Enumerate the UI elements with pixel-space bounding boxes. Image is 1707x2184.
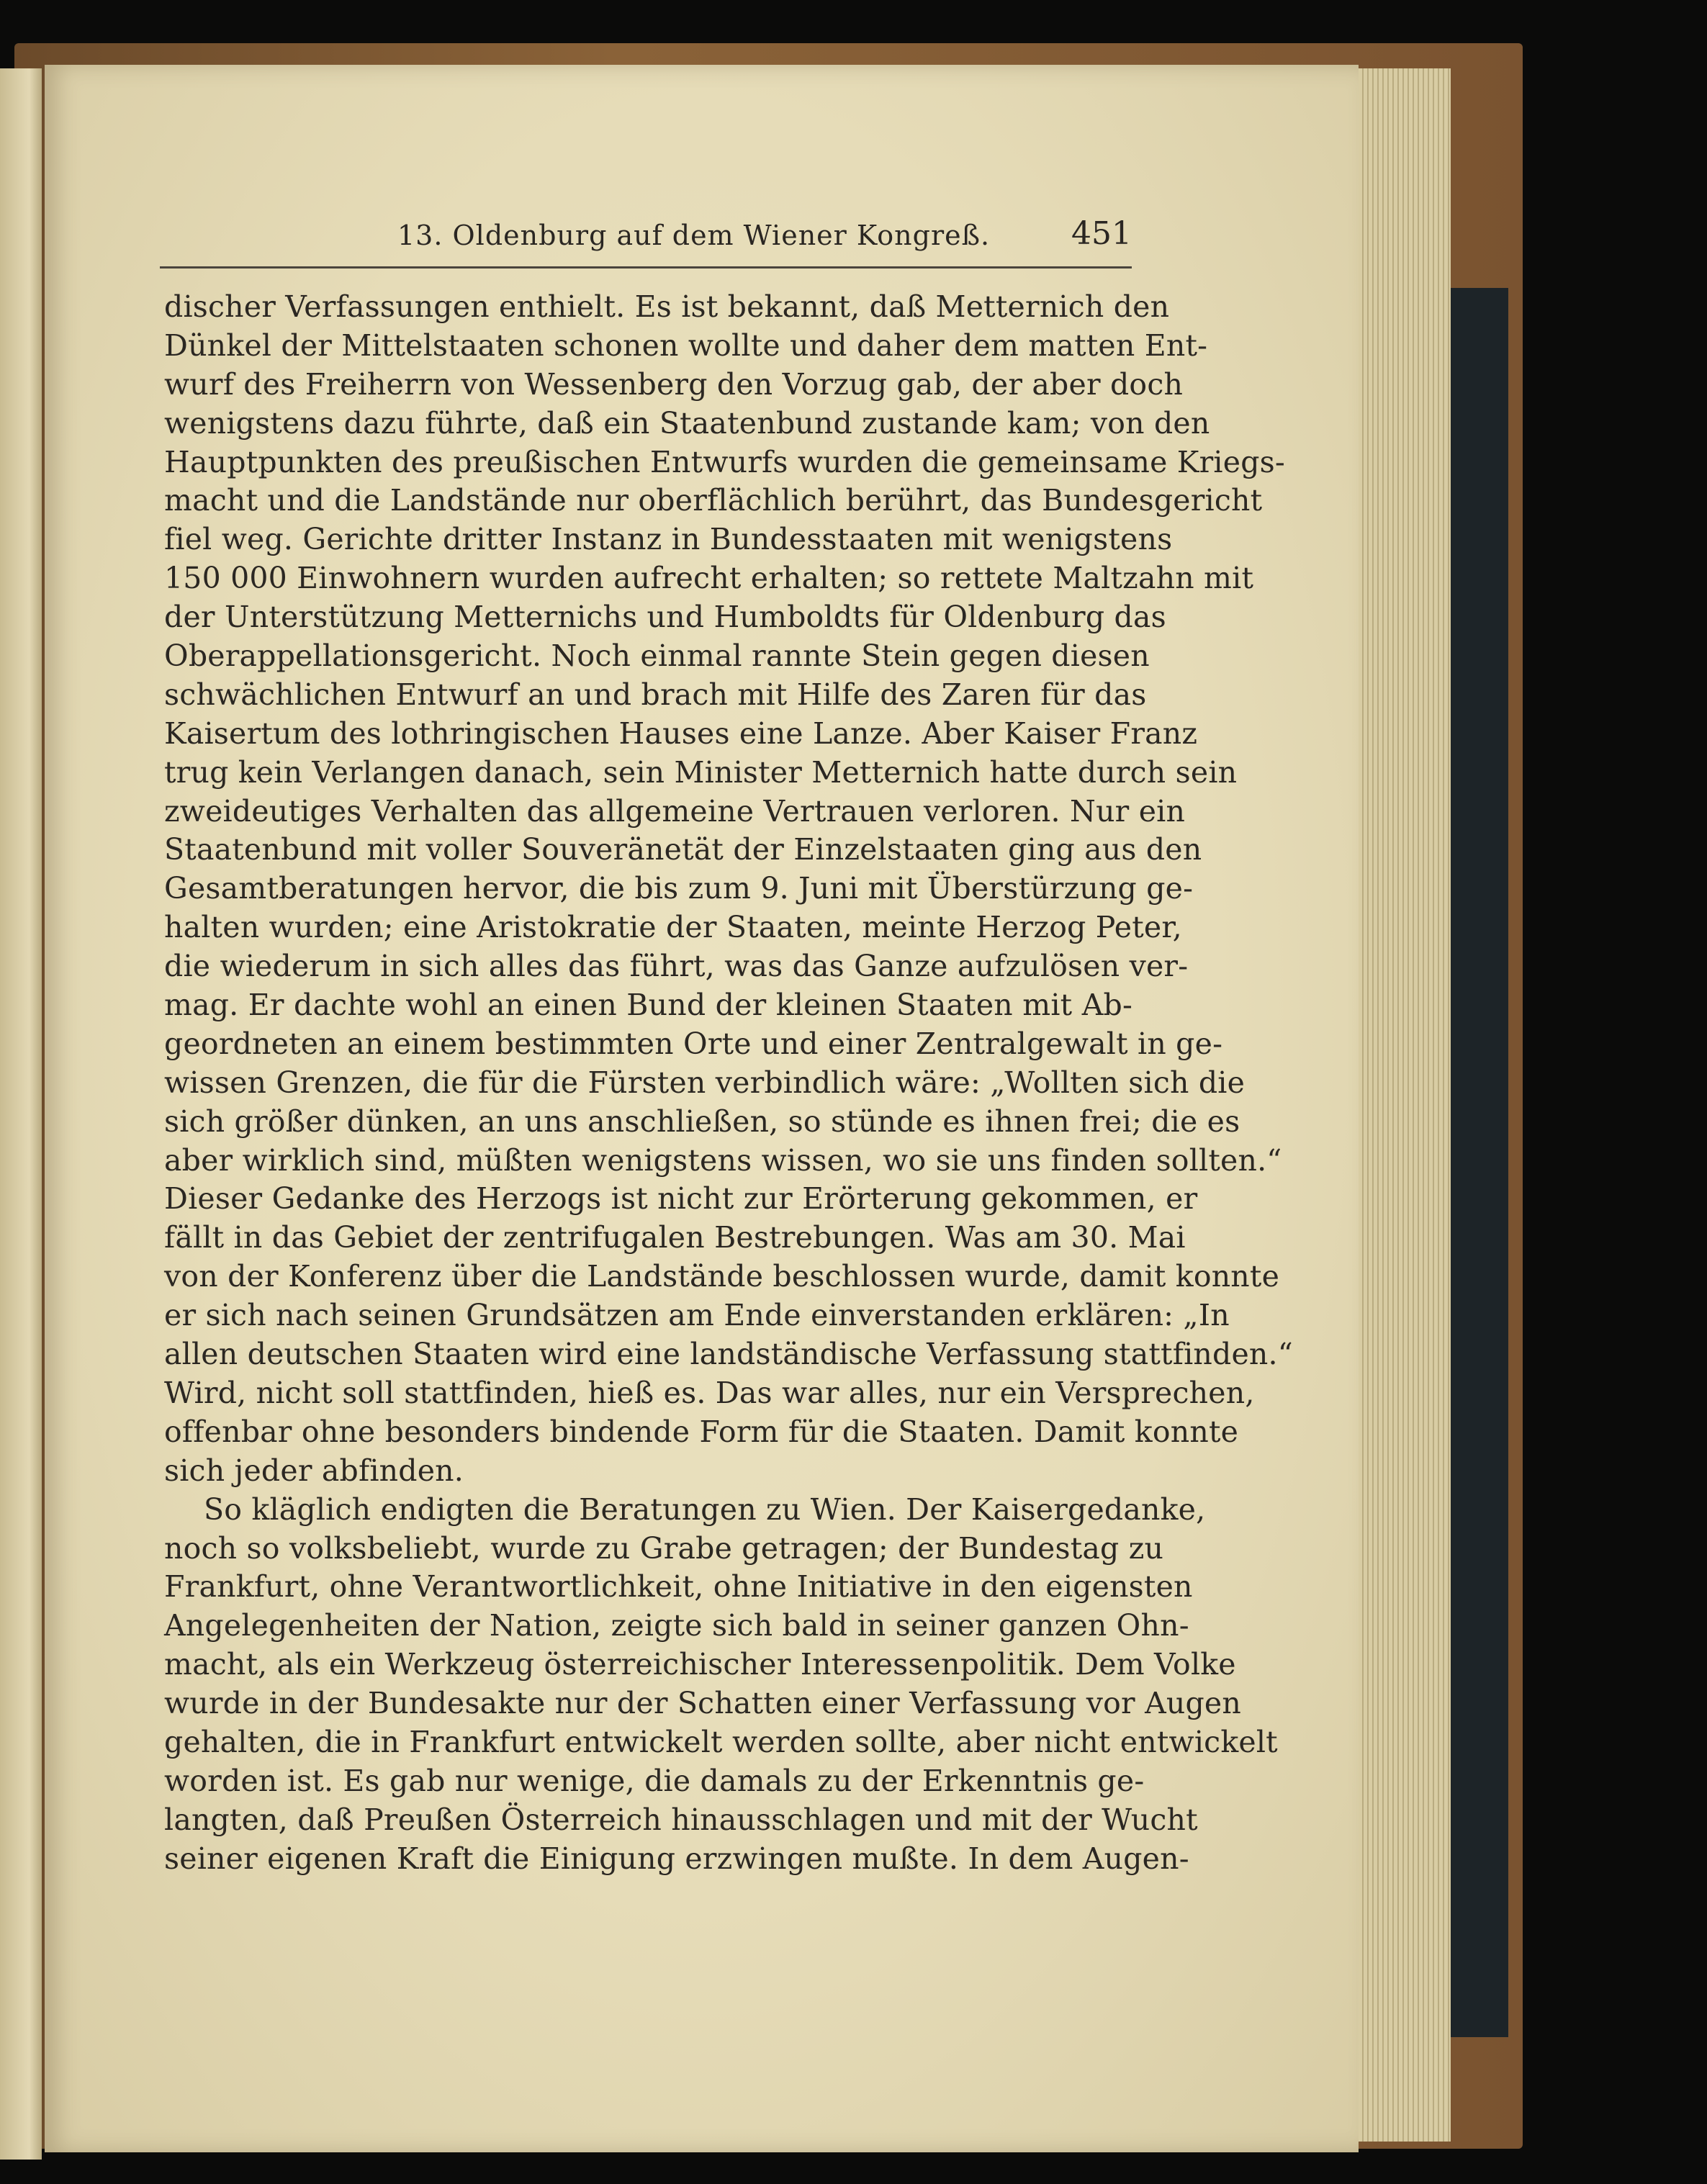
text-line: wurde in der Bundesakte nur der Schatten einer Verfassung vor Augen <box>164 1686 1242 1721</box>
text-line: Frankfurt, ohne Verantwortlichkeit, ohne Initiative in den eigensten <box>164 1569 1193 1605</box>
text-line: wurf des Freiherrn von Wessenberg den Vorzug gab, der aber doch <box>164 366 1184 402</box>
left-page-edge <box>0 68 42 2160</box>
text-line: seiner eigenen Kraft die Einigung erzwingen mußte. In dem Augen- <box>164 1841 1189 1876</box>
page-stack-edges <box>1354 68 1451 2142</box>
text-line: langten, daß Preußen Österreich hinausschlagen und mit der Wucht <box>164 1802 1198 1837</box>
text-line: sich größer dünken, an uns anschließen, so stünde es ihnen frei; die es <box>164 1104 1240 1139</box>
text-line: Kaisertum des lothringischen Hauses eine Lanze. Aber Kaiser Franz <box>164 716 1198 751</box>
text-line: noch so volksbeliebt, wurde zu Grabe getragen; der Bundestag zu <box>164 1530 1164 1566</box>
text-line: gehalten, die in Frankfurt entwickelt werden sollte, aber nicht entwickelt <box>164 1724 1278 1759</box>
text-line: trug kein Verlangen danach, sein Minister Metternich hatte durch sein <box>164 754 1238 790</box>
header-rule <box>160 266 1132 269</box>
text-line: discher Verfassungen enthielt. Es ist bekannt, daß Metternich den <box>164 289 1170 324</box>
page-number: 451 <box>1071 215 1132 252</box>
text-line: mag. Er dachte wohl an einen Bund der kleinen Staaten mit Ab- <box>164 988 1132 1023</box>
text-line: sich jeder abfinden. <box>164 1453 464 1488</box>
text-line: die wiederum in sich alles das führt, was das Ganze aufzulösen ver- <box>164 949 1189 984</box>
book-spine <box>1451 288 1508 2037</box>
text-line: Staatenbund mit voller Souveränetät der Einzelstaaten ging aus den <box>164 832 1202 867</box>
text-line: geordneten an einem bestimmten Orte und einer Zentralgewalt in ge- <box>164 1026 1223 1061</box>
page-header <box>160 215 1132 270</box>
text-line: von der Konferenz über die Landstände beschlossen wurde, damit konnte <box>164 1259 1280 1294</box>
text-line: fiel weg. Gerichte dritter Instanz in Bundesstaaten mit wenigstens <box>164 522 1173 557</box>
text-line: Gesamtberatungen hervor, die bis zum 9. Juni mit Überstürzung ge- <box>164 871 1194 906</box>
text-line: allen deutschen Staaten wird eine landständische Verfassung stattfinden.“ <box>164 1337 1293 1372</box>
text-line: Dünkel der Mittelstaaten schonen wollte und daher dem matten Ent- <box>164 328 1208 363</box>
text-line: halten wurden; eine Aristokratie der Staaten, meinte Herzog Peter, <box>164 910 1182 945</box>
text-line: So kläglich endigten die Beratungen zu Wien. Der Kaisergedanke, <box>204 1492 1206 1527</box>
text-line: wissen Grenzen, die für die Fürsten verbindlich wäre: „Wollten sich die <box>164 1065 1246 1100</box>
text-line: Wird, nicht soll stattfinden, hieß es. Das war alles, nur ein Versprechen, <box>164 1375 1255 1410</box>
body-text <box>164 288 1293 1879</box>
text-line: worden ist. Es gab nur wenige, die damals zu der Erkenntnis ge- <box>164 1763 1145 1798</box>
running-title: 13. Oldenburg auf dem Wiener Kongreß. <box>397 220 991 251</box>
text-line: macht und die Landstände nur oberflächlich berührt, das Bundesgericht <box>164 483 1263 518</box>
text-line: schwächlichen Entwurf an und brach mit Hilfe des Zaren für das <box>164 677 1147 712</box>
text-line: der Unterstützung Metternichs und Humboldts für Oldenburg das <box>164 600 1166 635</box>
text-line: aber wirklich sind, müßten wenigstens wissen, wo sie uns finden sollten.“ <box>164 1142 1282 1178</box>
text-line: Angelegenheiten der Nation, zeigte sich bald in seiner ganzen Ohn- <box>164 1608 1189 1643</box>
text-line: Oberappellationsgericht. Noch einmal rannte Stein gegen diesen <box>164 638 1150 674</box>
text-line: Dieser Gedanke des Herzogs ist nicht zur Erörterung gekommen, er <box>164 1181 1198 1217</box>
text-line: Hauptpunkten des preußischen Entwurfs wurden die gemeinsame Kriegs- <box>164 444 1285 479</box>
text-line: fällt in das Gebiet der zentrifugalen Bestrebungen. Was am 30. Mai <box>164 1220 1186 1255</box>
text-line: 150 000 Einwohnern wurden aufrecht erhalten; so rettete Maltzahn mit <box>164 561 1254 596</box>
text-line: offenbar ohne besonders bindende Form für die Staaten. Damit konnte <box>164 1414 1239 1449</box>
text-line: er sich nach seinen Grundsätzen am Ende einverstanden erklären: „In <box>164 1298 1230 1333</box>
text-line: zweideutiges Verhalten das allgemeine Vertrauen verloren. Nur ein <box>164 793 1186 829</box>
text-line: macht, als ein Werkzeug österreichischer Interessenpolitik. Dem Volke <box>164 1647 1236 1682</box>
text-line: wenigstens dazu führte, daß ein Staatenbund zustande kam; von den <box>164 405 1210 441</box>
